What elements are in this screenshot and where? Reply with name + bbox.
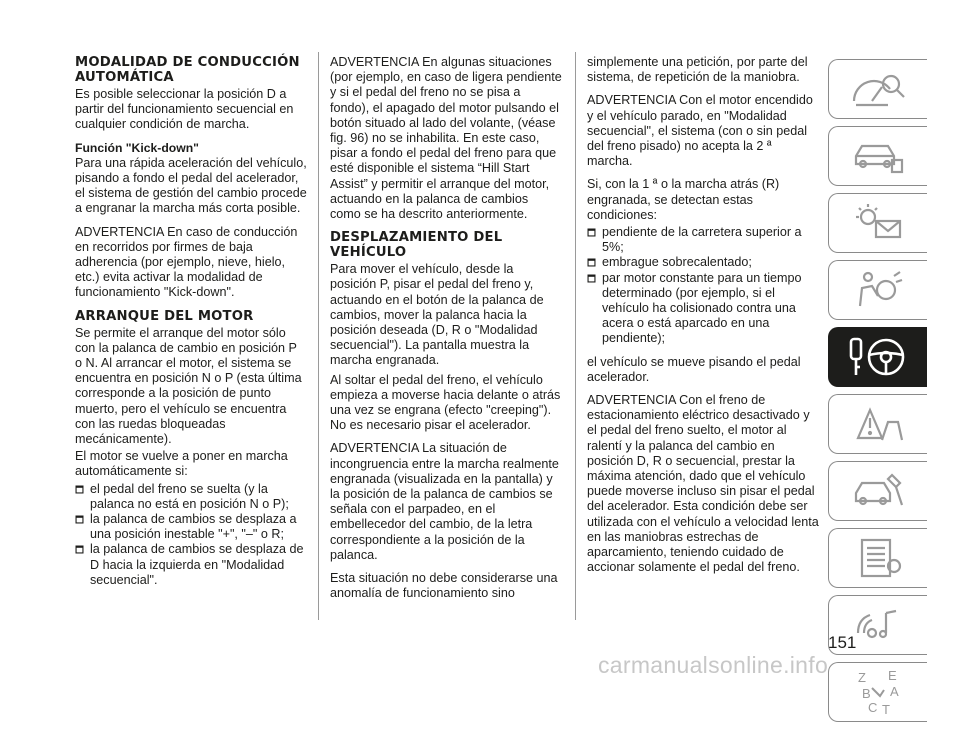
warning-paragraph: ADVERTENCIA En algunas situaciones (por ejemplo, en caso de ligera pendiente y si el pedal del freno no se pisa a fondo), el apagado del motor pulsando el botón situado al lado del volante, (véase fig. 96) no se inhabilita. En este caso, pisar a fondo el pedal del freno para que esté disponible el sistema “Hill Start Assist” y permitir el arranque del motor, actuando en la palanca de cambios como se ha descrito anteriormente. — [330, 55, 562, 222]
index-letter: Z — [858, 670, 866, 685]
paragraph: simplemente una petición, por parte del sistema, de repetición de la maniobra. — [587, 55, 808, 85]
section-heading-automatic-mode: MODALIDAD DE CONDUCCIÓN AUTOMÁTICA — [75, 55, 300, 85]
paragraph: Para una rápida aceleración del vehículo, pisando a fondo el pedal del acelerador, el sistema de gestión del cambio procede a engranar la marcha más corta posible. — [75, 155, 307, 216]
paragraph: Se permite el arranque del motor sólo con la palanca de cambio en posición P o N. Al arrancar el motor, el sistema se encuentra en posición N o P (esta última corresponde a la posición de punto muerto, pero el vehículo se encuentra con las ruedas bloqueadas mecánicamente). — [75, 325, 302, 447]
index-letter: C — [868, 700, 878, 715]
column-2 — [330, 55, 562, 610]
technical-data-icon — [848, 536, 908, 580]
dashboard-search-icon — [848, 67, 908, 111]
tab-lights-messages[interactable] — [828, 193, 927, 253]
chapter-tabs — [828, 59, 927, 729]
tab-starting-driving[interactable] — [828, 327, 927, 387]
list-item — [75, 482, 307, 512]
key-steering-wheel-icon — [843, 333, 913, 381]
index-letter: B — [862, 686, 871, 701]
paragraph: Para mover el vehículo, desde la posición P, pisar el pedal del freno y, actuando en el botón de la palanca de cambios, mover la palanca hacia la posición deseada (D, R o "Modalidad secuencial"). La pantalla muestra la marcha engranada. — [330, 262, 544, 368]
bullet-square-icon — [75, 485, 86, 493]
bullet-square-icon — [587, 258, 598, 266]
subheading-kick-down: Función "Kick-down" — [75, 140, 199, 155]
page-number: 151 — [828, 633, 857, 652]
road-warning-icon — [848, 402, 908, 446]
list-item — [587, 271, 819, 347]
paragraph: Si, con la 1 ª o la marcha atrás (R) engranada, se detectan estas condiciones: — [587, 177, 780, 222]
section-heading-vehicle-movement: DESPLAZAMIENTO DEL VEHÍCULO — [330, 230, 503, 261]
paragraph: El motor se vuelve a poner en marcha automáticamente si: — [75, 449, 288, 479]
tab-index[interactable] — [828, 662, 927, 722]
bullet-square-icon — [75, 545, 86, 553]
paragraph: Esta situación no debe considerarse una anomalía de funcionamiento sino — [330, 571, 558, 601]
list-item-text: pendiente de la carretera superior a 5%; — [602, 225, 802, 255]
list-item-text: par motor constante para un tiempo determinado (por ejemplo, si el vehículo ha colisionado contra una acera o está aparcado en una pendiente); — [602, 270, 802, 346]
paragraph: Es posible seleccionar la posición D a partir del funcionamiento secuencial en cualquier condición de marcha. — [75, 87, 294, 132]
list-item — [587, 255, 819, 270]
column-3 — [587, 55, 819, 584]
multimedia-icon — [848, 603, 908, 647]
index-letter: T — [882, 702, 890, 716]
tab-technical-data[interactable] — [828, 528, 927, 588]
column-1 — [75, 55, 307, 588]
paragraph: el vehículo se mueve pisando el pedal acelerador. — [587, 354, 801, 384]
tab-service[interactable] — [828, 461, 927, 521]
index-letter: A — [890, 684, 899, 699]
paragraph: Al soltar el pedal del freno, el vehículo empieza a moverse hacia delante o atrás una vez se engrana (efecto "creeping"). No es necesario pisar el acelerador. — [330, 372, 561, 433]
tab-dashboard[interactable] — [828, 59, 927, 119]
warning-paragraph: ADVERTENCIA La situación de incongruencia entre la marcha realmente engranada (visualizada en la pantalla) y la posición de la palanca de cambios se señala con el parpadeo, en el embellecedor del cambio, de la letra correspondiente a la posición de la palanca. — [330, 441, 559, 562]
lights-message-icon — [848, 201, 908, 245]
warning-paragraph: ADVERTENCIA Con el motor encendido y el vehículo parado, en "Modalidad secuencial", el sistema (con o sin pedal del freno pisado) no acepta la 2 ª marcha. — [587, 93, 813, 169]
section-heading-engine-start: ARRANQUE DEL MOTOR — [75, 308, 254, 324]
list-item-text: la palanca de cambios se desplaza de D hacia la izquierda en "Modalidad secuencial". — [90, 542, 304, 587]
list-item — [75, 512, 307, 542]
bullet-square-icon — [587, 274, 598, 282]
column-divider — [318, 52, 319, 620]
list-item-text: el pedal del freno se suelta (y la palanca no está en posición N o P); — [90, 481, 289, 511]
list-item-text: embrague sobrecalentado; — [602, 255, 752, 270]
column-divider — [575, 52, 576, 620]
list-item — [75, 542, 307, 588]
list-item — [587, 225, 819, 255]
list-item-text: la palanca de cambios se desplaza a una posición inestable "+", "–" o R; — [90, 512, 297, 542]
warning-paragraph: ADVERTENCIA En caso de conducción en recorridos por firmes de baja adherencia (por ejemplo, nieve, hielo, etc.) evita activar la modalidad de funcionamiento "Kick-down". — [75, 224, 298, 300]
tab-emergency[interactable] — [828, 394, 927, 454]
car-icon — [848, 134, 908, 178]
bullet-square-icon — [75, 515, 86, 523]
car-service-icon — [848, 469, 908, 513]
bullet-square-icon — [587, 228, 598, 236]
watermark: carmanualsonline.info — [598, 652, 829, 678]
airbag-safety-icon — [848, 268, 908, 312]
warning-paragraph: ADVERTENCIA Con el freno de estacionamiento eléctrico desactivado y el pedal del freno suelto, el motor al ralentí y la palanca del cambio en posición D, R o secuencial, prestar la máxima atención, dado que el vehículo puede moverse incluso sin pisar el pedal del acelerador. Esta condición debe ser utilizada con el vehículo a velocidad lenta en las maniobras estrechas de aparcamiento, teniendo cuidado de accionar solamente el pedal del freno. — [587, 393, 819, 575]
index-letters-icon — [848, 668, 908, 716]
tab-vehicle[interactable] — [828, 126, 927, 186]
index-letter: E — [888, 668, 897, 683]
tab-safety[interactable] — [828, 260, 927, 320]
